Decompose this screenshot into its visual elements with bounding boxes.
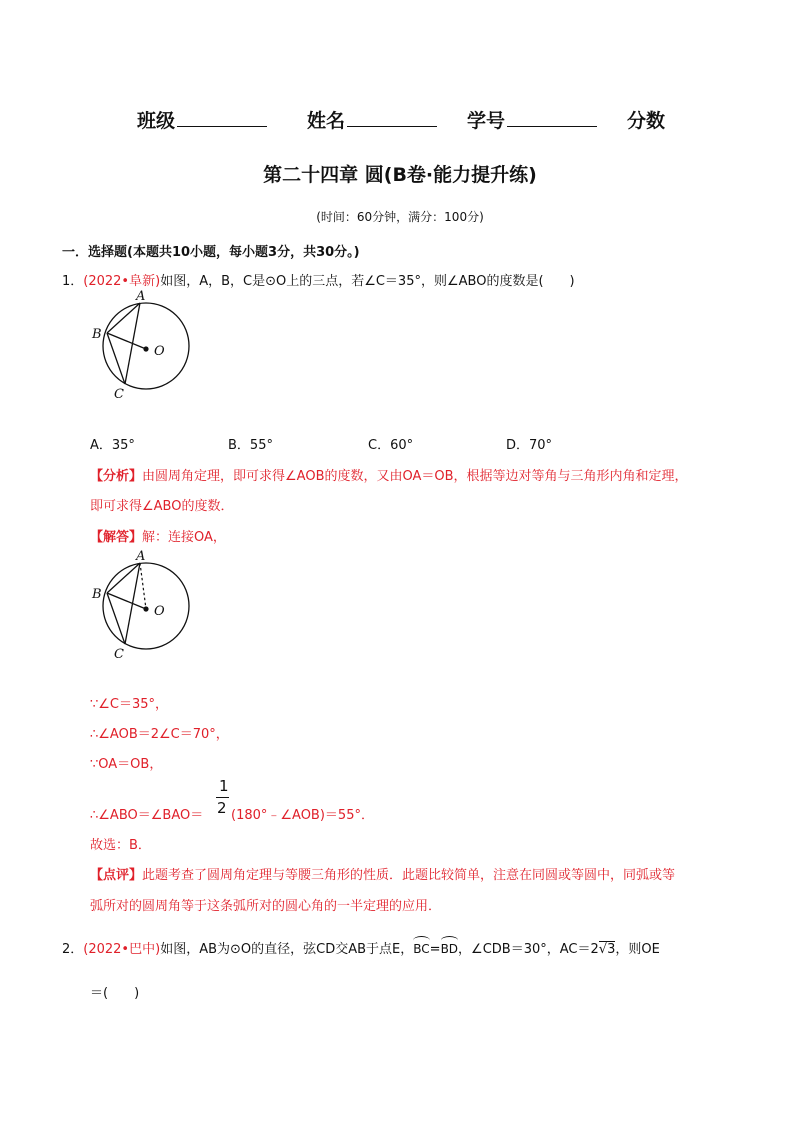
class-blank [177,108,267,127]
solution-step-4-right: (180°﹣∠AOB)＝55°． [231,808,374,823]
comment-tag: 【点评】 [90,868,143,883]
circle-o [103,303,189,389]
section-heading: 一．选择题(本题共10小题，每小题3分，共30分。) [62,245,360,260]
analysis-tag: 【分析】 [90,469,143,484]
q2-number: 2． [62,942,84,957]
comment-line-1 [90,864,675,883]
analysis-line-1 [90,465,688,484]
sol-label-b: B [92,587,102,602]
solution-step-3: ∵OA＝OB， [90,757,163,772]
q1-text: 如图，A，B，C是⊙O上的三点，若∠C＝35°，则∠ABO的度数是( ) [160,274,575,289]
solution-step-1: ∵∠C＝35°， [90,697,169,712]
page-title: 第二十四章 圆(B卷·能力提升练) [263,164,537,186]
answer-intro: 解：连接OA， [142,530,226,545]
name-field [307,106,437,133]
arc-bc: BC [413,942,430,956]
q2-source: (2022•巴中) [83,942,161,957]
q2-text-a: 如图，AB为⊙O的直径，弦CD交AB于点E， [160,942,414,957]
class-field [137,106,267,133]
answer-tag: 【解答】 [90,530,143,545]
label-a: A [136,289,146,304]
id-label: 学号 [467,110,506,132]
option-c: C．60° [368,438,414,453]
sol-label-a: A [136,549,146,564]
q2-answer-blank: ＝( ) [90,986,140,1001]
option-b: B．55° [228,438,273,453]
fraction-denominator: 2 [217,799,227,817]
final-choice: 故选：B． [90,838,151,853]
question-2 [62,938,660,957]
sqrt-value: 3 [607,942,616,957]
sol-label-o: O [154,604,165,619]
class-label: 班级 [137,110,176,132]
q2-text-b: ，∠CDB＝30°，AC＝2 [458,942,599,957]
score-label: 分数 [627,110,666,132]
id-blank [507,108,597,127]
fraction-numerator: 1 [219,777,229,795]
name-blank [347,108,437,127]
option-a: A．35° [90,438,135,453]
q1-solution-figure [88,548,200,666]
arc-bd: BD [440,942,459,956]
label-b: B [92,327,102,342]
q1-figure [88,288,200,406]
label-o: O [154,344,165,359]
comment-text-1: 此题考查了圆周角定理与等腰三角形的性质．此题比较简单，注意在同圆或等圆中，同弧或等 [142,868,676,883]
solution-step-2: ∴∠AOB＝2∠C＝70°， [90,727,229,742]
id-field [467,106,597,133]
solution-step-4-left: ∴∠ABO＝∠BAO＝ [90,808,204,823]
label-c: C [114,387,124,402]
sqrt-3: √3 [598,942,616,957]
question-1 [62,270,575,289]
q1-source: (2022•阜新) [83,274,161,289]
arc-equals: = [429,942,441,957]
center-point [143,346,148,351]
comment-line-2: 弧所对的圆周角等于这条弧所对的圆心角的一半定理的应用． [90,899,442,914]
analysis-text-1: 由圆周角定理，即可求得∠AOB的度数，又由OA＝OB，根据等边对等角与三角形内角和定理， [142,469,688,484]
fraction-bar [216,797,229,798]
dashed-oa [140,563,146,609]
analysis-line-2: 即可求得∠ABO的度数． [90,499,234,514]
option-d: D．70° [506,438,553,453]
score-field [627,106,665,133]
q1-number: 1． [62,274,84,289]
page-subtitle: (时间：60分钟，满分：100分) [316,210,484,224]
q2-text-c: ，则OE [615,942,660,957]
sol-label-c: C [114,647,124,662]
answer-line [90,526,226,545]
name-label: 姓名 [307,110,346,132]
